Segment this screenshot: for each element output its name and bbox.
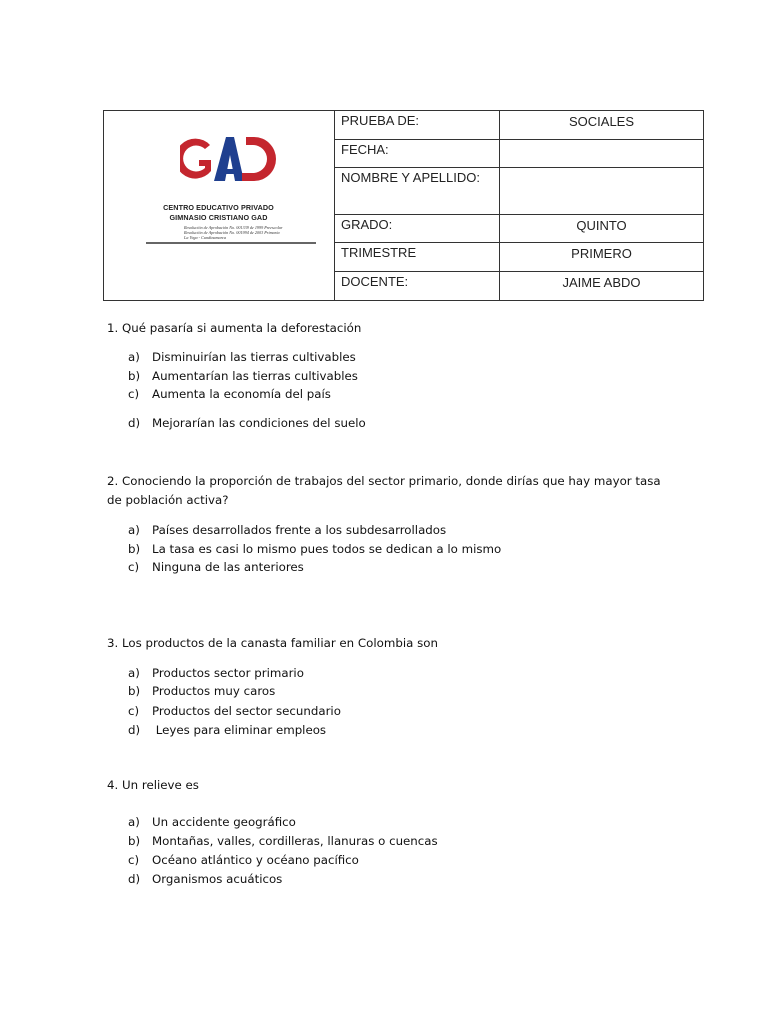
q3-option-d[interactable] — [128, 723, 326, 737]
option-letter: c) — [128, 853, 140, 867]
q2-option-b[interactable] — [128, 542, 501, 556]
option-text: Océano atlántico y océano pacífico — [152, 853, 359, 867]
option-text: Ninguna de las anteriores — [152, 560, 304, 574]
label-grade: GRADO: — [335, 215, 500, 243]
q4-option-b[interactable] — [128, 834, 438, 848]
option-text: Montañas, valles, cordilleras, llanuras o cuencas — [152, 834, 438, 848]
value-grade: QUINTO — [500, 215, 704, 243]
option-letter: a) — [128, 350, 140, 364]
q2-option-c[interactable] — [128, 560, 304, 574]
option-letter: d) — [128, 872, 141, 886]
option-letter: b) — [128, 834, 141, 848]
q3-option-b[interactable] — [128, 684, 275, 698]
question-3: 3. Los productos de la canasta familiar en Colombia son — [107, 636, 438, 650]
q1-option-a[interactable] — [128, 350, 356, 364]
exam-header-table — [103, 110, 704, 301]
q1-option-d[interactable] — [128, 416, 366, 430]
option-text: Productos sector primario — [152, 666, 304, 680]
label-subject: PRUEBA DE: — [335, 111, 500, 140]
q3-option-a[interactable] — [128, 666, 304, 680]
value-subject: SOCIALES — [500, 111, 704, 140]
question-4: 4. Un relieve es — [107, 778, 199, 792]
value-teacher: JAIME ABDO — [500, 272, 704, 301]
value-term: PRIMERO — [500, 243, 704, 272]
q1-option-c[interactable] — [128, 387, 331, 401]
approval-resolution-2: Resolución de Aprobación No. 001994 de 2003 Primaria — [184, 230, 280, 235]
label-term: TRIMESTRE — [335, 243, 500, 272]
option-text: Un accidente geográfico — [152, 815, 296, 829]
option-letter: b) — [128, 684, 141, 698]
option-text: Leyes para eliminar empleos — [152, 723, 327, 737]
option-letter: d) — [128, 723, 141, 737]
option-letter: c) — [128, 387, 140, 401]
option-letter: a) — [128, 523, 140, 537]
option-text: La tasa es casi lo mismo pues todos se dedican a lo mismo — [152, 542, 502, 556]
logo-divider — [146, 242, 316, 244]
school-name-line2: GIMNASIO CRISTIANO GAD — [169, 213, 268, 222]
label-date: FECHA: — [335, 140, 500, 168]
school-logo-cell — [104, 111, 335, 301]
option-letter: b) — [128, 369, 141, 383]
option-letter: c) — [128, 704, 140, 718]
option-text: Organismos acuáticos — [152, 872, 283, 886]
option-letter: c) — [128, 560, 140, 574]
q1-option-b[interactable] — [128, 369, 358, 383]
option-letter: b) — [128, 542, 141, 556]
option-text: Mejorarían las condiciones del suelo — [152, 416, 366, 430]
label-student-name: NOMBRE Y APELLIDO: — [335, 168, 500, 215]
option-letter: d) — [128, 416, 141, 430]
option-text: Productos del sector secundario — [152, 704, 341, 718]
option-text: Productos muy caros — [152, 684, 276, 698]
option-text: Aumenta la economía del país — [152, 387, 331, 401]
q4-option-d[interactable] — [128, 872, 282, 886]
gad-logo-icon — [180, 133, 276, 185]
option-text: Aumentarían las tierras cultivables — [152, 369, 358, 383]
q2-option-a[interactable] — [128, 523, 446, 537]
option-letter: a) — [128, 815, 140, 829]
question-2: 2. Conociendo la proporción de trabajos del sector primario, donde dirías que hay mayor tasa de población activa? — [107, 474, 661, 507]
q4-option-c[interactable] — [128, 853, 359, 867]
value-student-name[interactable] — [500, 168, 704, 215]
school-name-line1: CENTRO EDUCATIVO PRIVADO — [163, 203, 274, 212]
label-teacher: DOCENTE: — [335, 272, 500, 301]
question-1: 1. Qué pasaría si aumenta la deforestación — [107, 321, 362, 335]
school-location: La Vega - Cundinamarca — [184, 235, 227, 240]
q3-option-c[interactable] — [128, 704, 341, 718]
option-letter: a) — [128, 666, 140, 680]
q4-option-a[interactable] — [128, 815, 296, 829]
approval-resolution-1: Resolución de Aprobación No. 001339 de 1999 Preescolar — [184, 225, 283, 230]
option-text: Países desarrollados frente a los subdesarrollados — [152, 523, 447, 537]
value-date[interactable] — [500, 140, 704, 168]
option-text: Disminuirían las tierras cultivables — [152, 350, 356, 364]
